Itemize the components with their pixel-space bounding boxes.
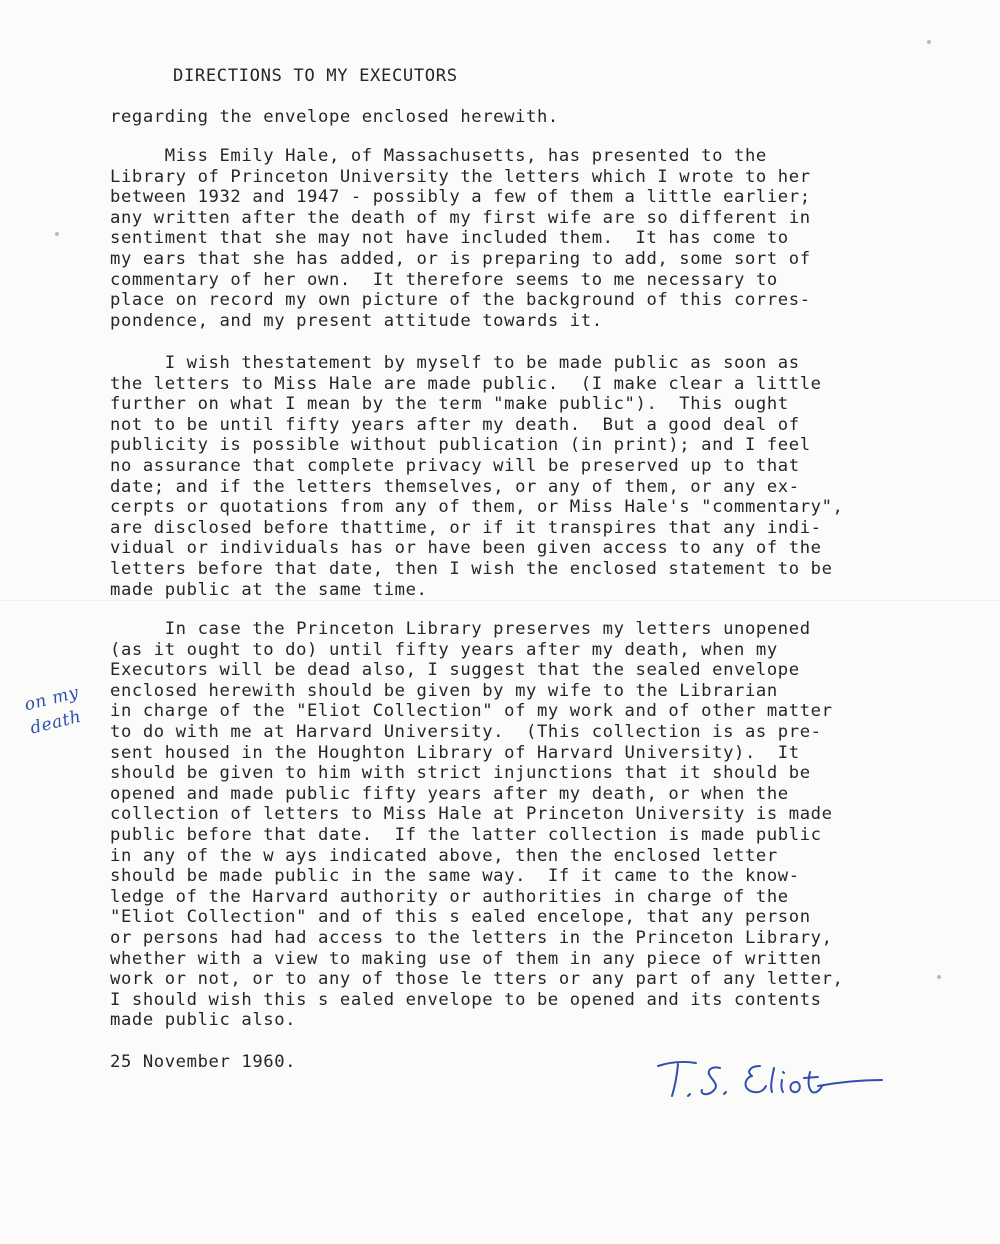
letter-date: 25 November 1960. <box>110 1052 297 1072</box>
document-subheading: regarding the envelope enclosed herewith. <box>110 107 559 127</box>
text-line: Library of Princeton University the letters which I wrote to her <box>110 166 811 187</box>
text-line: work or not, or to any of those le tters or any part of any letter, <box>110 969 844 990</box>
text-line: should be given to him with strict injunctions that it should be <box>110 763 811 784</box>
text-line: enclosed herewith should be given by my wife to the Librarian <box>110 680 778 701</box>
text-line: are disclosed before thattime, or if it transpires that any indi- <box>110 517 822 538</box>
text-line: made public at the same time. <box>110 579 428 600</box>
text-line: further on what I mean by the term "make public"). This ought <box>110 394 789 415</box>
document-title: DIRECTIONS TO MY EXECUTORS <box>173 66 458 86</box>
text-line: vidual or individuals has or have been given access to any of the <box>110 538 822 559</box>
text-line: no assurance that complete privacy will be preserved up to that <box>110 455 800 476</box>
paper-fold-line <box>0 600 1000 601</box>
text-line: collection of letters to Miss Hale at Princeton University is made <box>110 804 833 825</box>
text-line: in charge of the "Eliot Collection" of my work and of other matter <box>110 701 833 722</box>
text-line: ledge of the Harvard authority or authorities in charge of the <box>110 886 789 907</box>
text-line: whether with a view to making use of them in any piece of written <box>110 948 822 969</box>
handwritten-signature <box>650 1052 890 1112</box>
text-line: or persons had had access to the letters in the Princeton Library, <box>110 927 833 948</box>
text-line: publicity is possible without publication (in print); and I feel <box>110 435 811 456</box>
handwritten-margin-note <box>22 681 87 741</box>
text-line: in any of the w ays indicated above, then the enclosed letter <box>110 845 778 866</box>
paper-speck <box>55 232 59 236</box>
text-line: sent housed in the Houghton Library of Harvard University). It <box>110 742 800 763</box>
text-line: made public also. <box>110 1010 297 1031</box>
text-line: the letters to Miss Hale are made public. (I make clear a little <box>110 373 822 394</box>
text-line: to do with me at Harvard University. (This collection is as pre- <box>110 721 822 742</box>
text-line: (as it ought to do) until fifty years after my death, when my <box>110 639 778 660</box>
paragraph-1 <box>110 146 811 331</box>
text-line: Miss Emily Hale, of Massachusetts, has presented to the <box>110 146 767 166</box>
text-line: "Eliot Collection" and of this s ealed encelope, that any person <box>110 907 811 928</box>
text-line: my ears that she has added, or is preparing to add, some sort of <box>110 248 811 269</box>
paragraph-2 <box>110 353 844 600</box>
paper-speck <box>937 975 941 979</box>
text-line: not to be until fifty years after my death. But a good deal of <box>110 414 800 435</box>
text-line: I wish thestatement by myself to be made public as soon as <box>110 353 800 373</box>
text-line: public before that date. If the latter collection is made public <box>110 824 822 845</box>
text-line: any written after the death of my first wife are so different in <box>110 207 811 228</box>
text-line: letters before that date, then I wish the enclosed statement to be <box>110 558 833 579</box>
text-line: In case the Princeton Library preserves my letters unopened <box>110 619 811 639</box>
text-line: cerpts or quotations from any of them, or Miss Hale's "commentary", <box>110 497 844 518</box>
text-line: opened and made public fifty years after my death, or when the <box>110 783 789 804</box>
text-line: should be made public in the same way. If it came to the know- <box>110 866 800 887</box>
paragraph-3 <box>110 619 844 1031</box>
text-line: commentary of her own. It therefore seems to me necessary to <box>110 269 778 290</box>
text-line: between 1932 and 1947 - possibly a few of them a little earlier; <box>110 187 811 208</box>
text-line: Executors will be dead also, I suggest that the sealed envelope <box>110 660 800 681</box>
paper-speck <box>927 40 931 44</box>
text-line: pondence, and my present attitude towards it. <box>110 310 603 331</box>
text-line: I should wish this s ealed envelope to be opened and its contents <box>110 989 822 1010</box>
margin-note-line: death <box>28 706 84 739</box>
text-line: place on record my own picture of the background of this corres- <box>110 290 811 311</box>
text-line: sentiment that she may not have included them. It has come to <box>110 228 789 249</box>
text-line: date; and if the letters themselves, or any of them, or any ex- <box>110 476 800 497</box>
margin-note-line: on my <box>22 682 81 716</box>
